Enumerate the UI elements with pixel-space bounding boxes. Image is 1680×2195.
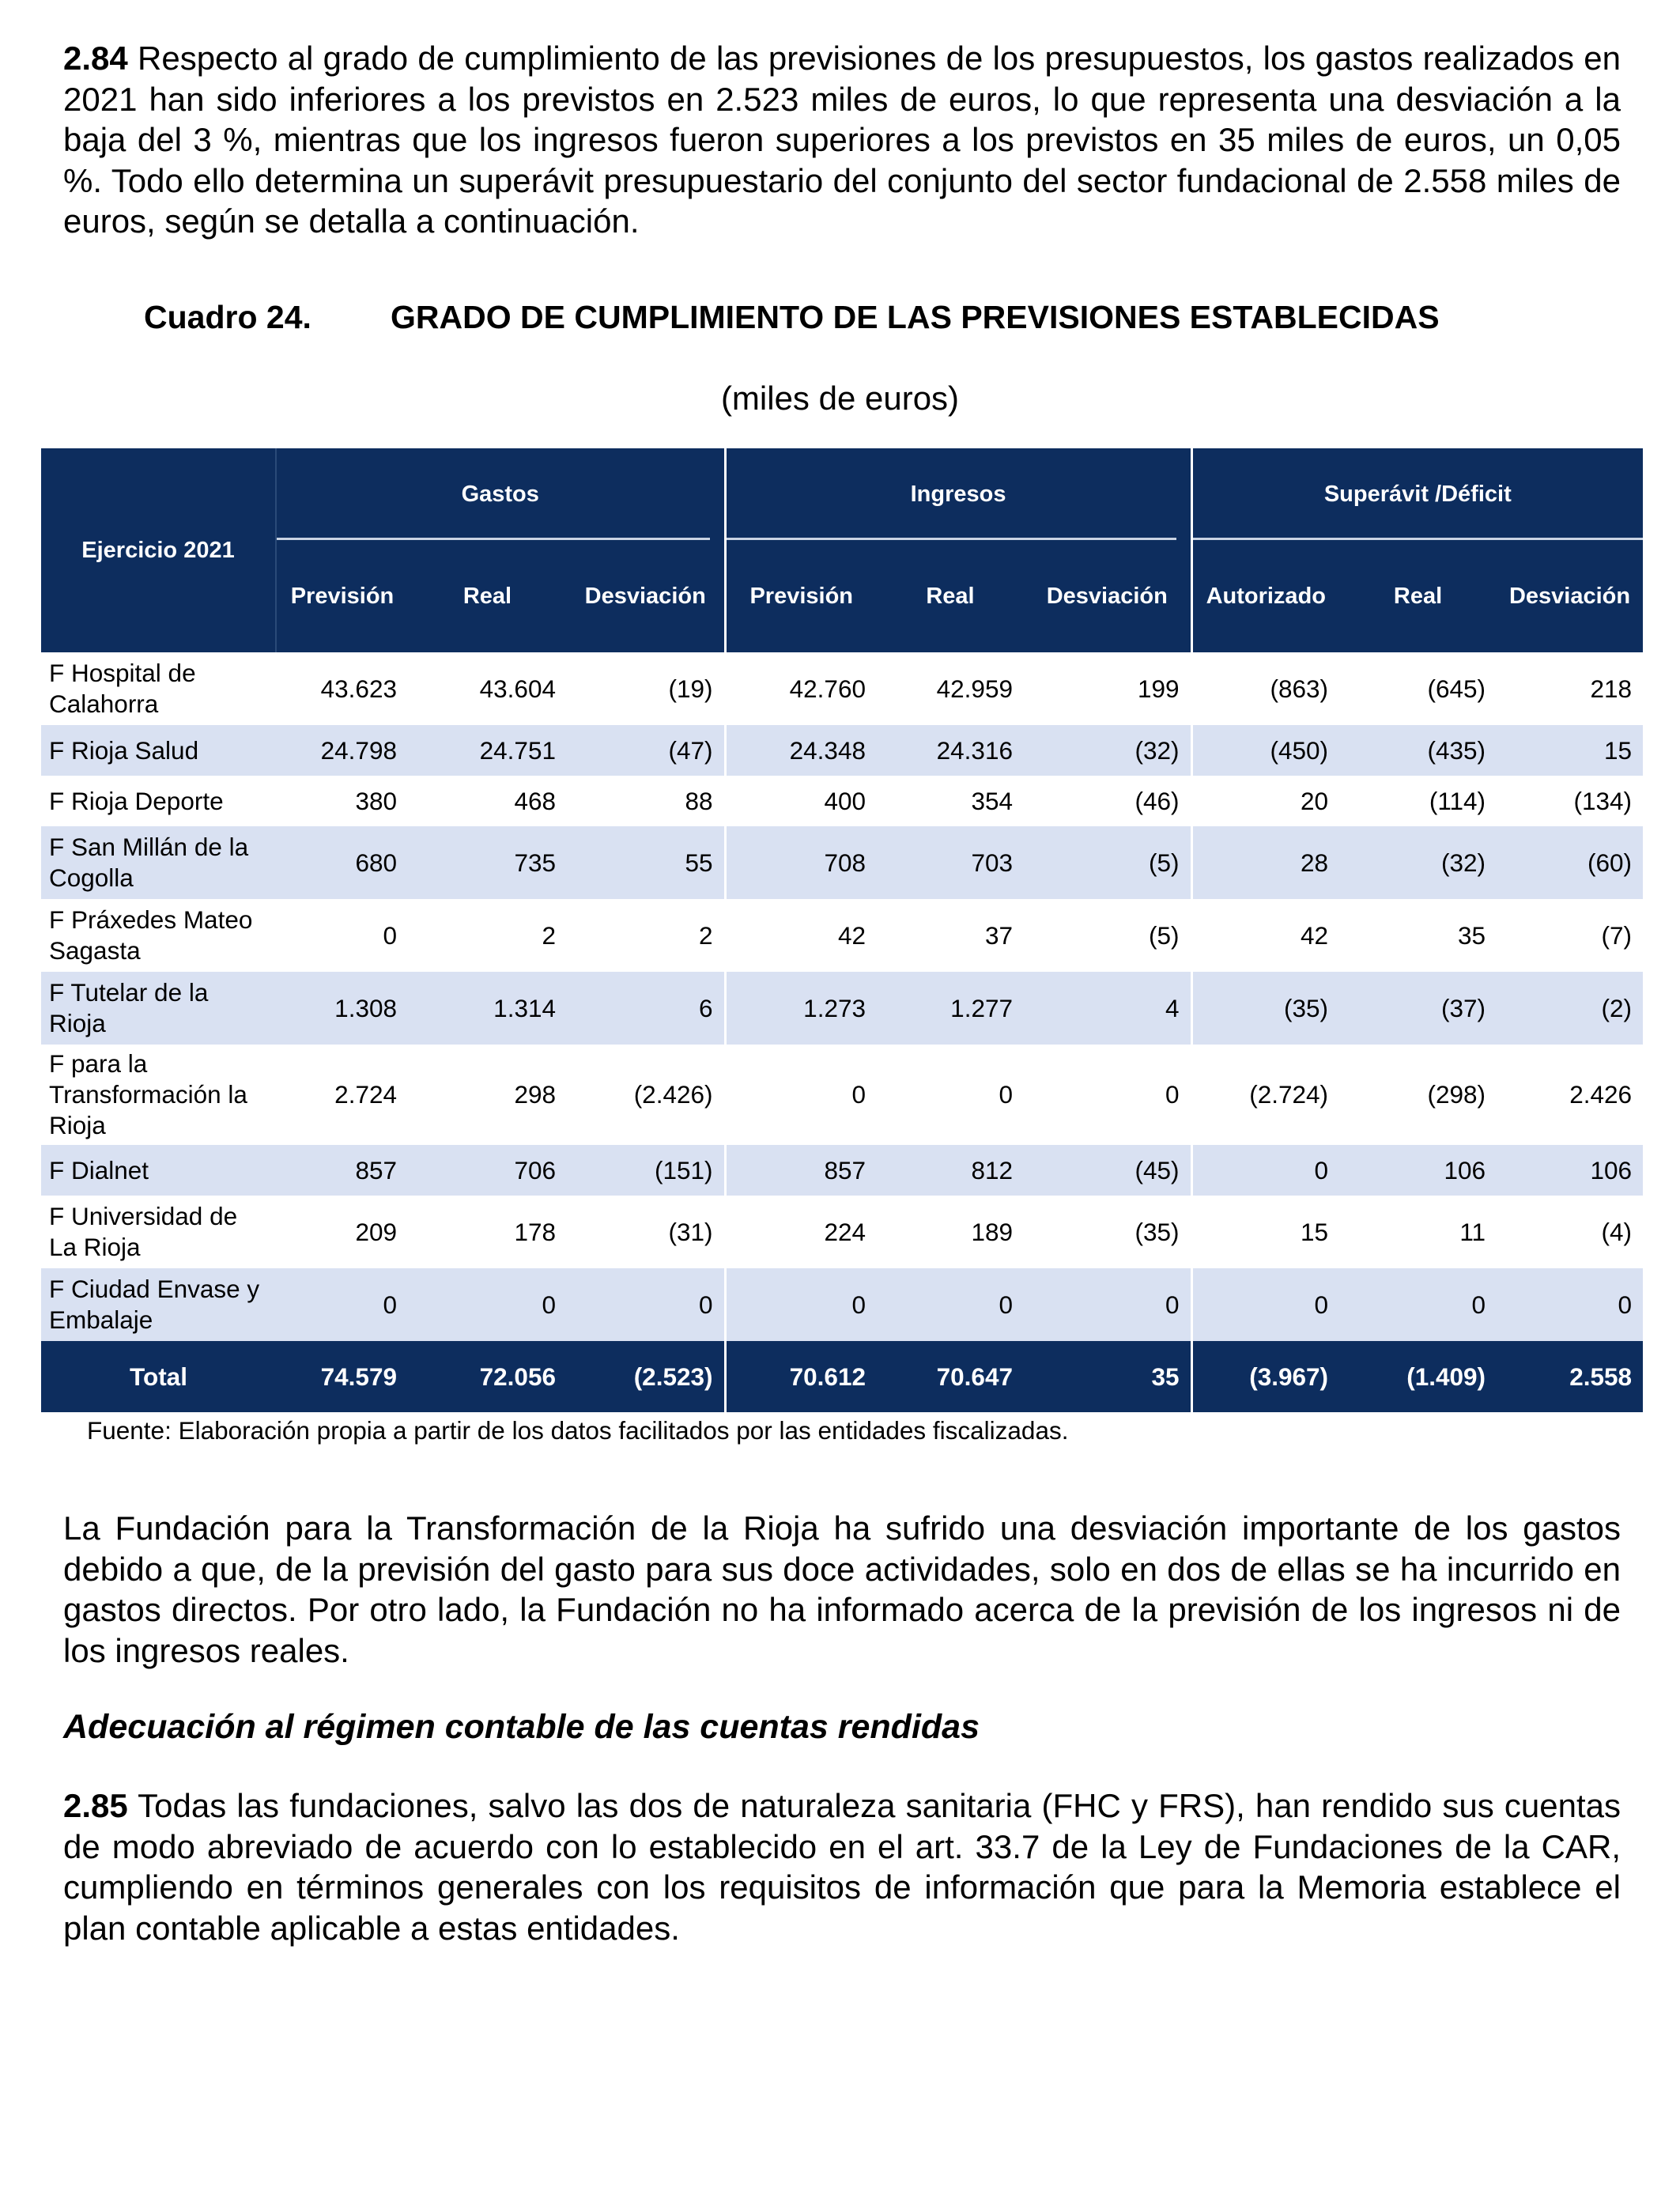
table-row <box>41 826 1643 899</box>
value-cell: 0 <box>567 1268 725 1341</box>
table-label: Cuadro 24. <box>144 299 311 335</box>
value-cell: 0 <box>999 1080 1013 1109</box>
table-row <box>41 652 1643 725</box>
value-cell: 37 <box>984 920 1013 950</box>
value-cell: 1.308 <box>276 972 408 1045</box>
value-cell: 6 <box>567 972 725 1045</box>
value-cell: 0 <box>1339 1268 1497 1341</box>
value-cell: 42.760 <box>725 652 877 725</box>
value-cell: 15 <box>1191 1196 1339 1268</box>
value-cell: 224 <box>725 1196 877 1268</box>
value-cell: 189 <box>971 1217 1013 1246</box>
value-cell: 812 <box>877 1145 1024 1196</box>
budget-compliance-table <box>41 448 1643 1412</box>
value-cell: 42 <box>725 899 877 972</box>
value-cell: 703 <box>877 826 1024 899</box>
value-cell: 0 <box>877 1268 1024 1341</box>
value-cell: (2.426) <box>633 1080 713 1109</box>
value-cell: (47) <box>567 725 725 776</box>
value-cell: 209 <box>355 1217 397 1246</box>
value-cell: 42 <box>1191 899 1339 972</box>
total-row <box>41 1341 1643 1412</box>
value-cell: 1.277 <box>877 972 1024 1045</box>
entity-name: F para la Transformación la Rioja <box>49 1049 247 1139</box>
group-label: Ingresos <box>910 481 1006 507</box>
value-cell: 380 <box>355 786 397 815</box>
value-cell: 2.426 <box>1569 1080 1633 1109</box>
value-cell: 88 <box>685 786 713 815</box>
value-cell: 400 <box>725 776 877 826</box>
value-cell: 35 <box>1457 920 1486 950</box>
value-cell: (35) <box>1191 972 1339 1045</box>
subheader: Desviación <box>1497 540 1643 652</box>
subheader: Previsión <box>725 540 877 652</box>
group-label: Gastos <box>461 481 539 507</box>
value-cell: 2 <box>698 920 713 950</box>
value-cell: 28 <box>1191 826 1339 899</box>
table-row <box>41 899 1643 972</box>
value-cell: (151) <box>567 1145 725 1196</box>
subheader: Desviación <box>567 540 725 652</box>
entity-name: F Rioja Salud <box>41 725 276 776</box>
value-cell: 24.751 <box>408 725 567 776</box>
value-cell: (5) <box>1149 920 1180 950</box>
value-cell: (5) <box>1024 826 1191 899</box>
value-cell: 0 <box>1191 1145 1339 1196</box>
value-cell: 1.314 <box>408 972 567 1045</box>
value-cell: (435) <box>1339 725 1497 776</box>
value-cell: 0 <box>1191 1268 1339 1341</box>
paragraph-text: Respecto al grado de cumplimiento de las previsiones de los presupuestos, los gastos realizados en 2021 han sido inferiores a los previstos en 2.523 miles de euros, lo que representa una desviación a la baja del 3 %, mientras que los ingresos fueron superiores a los previstos en 35 miles de euros, un 0,05 %. Todo ello determina un superávit presupuestario del conjunto del sector fundacional de 2.558 miles de euros, según se detalla a continuación. <box>63 40 1621 240</box>
paragraph-number: 2.84 <box>63 40 128 77</box>
value-cell: (31) <box>668 1217 713 1246</box>
value-cell: (298) <box>1427 1080 1486 1109</box>
value-cell: 43.604 <box>479 674 556 703</box>
value-cell: 468 <box>514 786 556 815</box>
group-label: Superávit /Déficit <box>1323 481 1512 507</box>
value-cell: 15 <box>1497 725 1643 776</box>
value-cell: 42.959 <box>936 674 1013 703</box>
value-cell: (450) <box>1191 725 1339 776</box>
value-cell: 0 <box>1024 1268 1191 1341</box>
value-cell: 24.798 <box>276 725 408 776</box>
value-cell: (35) <box>1134 1217 1180 1246</box>
entity-name: F Rioja Deporte <box>49 786 224 815</box>
value-cell: 11 <box>1459 1217 1486 1246</box>
value-cell: 680 <box>276 826 408 899</box>
value-cell: 708 <box>725 826 877 899</box>
group-header-ingresos <box>725 448 1191 540</box>
value-cell: 199 <box>1137 674 1180 703</box>
value-cell: (32) <box>1339 826 1497 899</box>
group-header-gastos <box>276 448 725 540</box>
value-cell: 4 <box>1024 972 1191 1045</box>
subheader: Real <box>1339 540 1497 652</box>
value-cell: 2 <box>542 920 556 950</box>
entity-name: F Universidad de La Rioja <box>49 1202 238 1261</box>
value-cell: 0 <box>276 1268 408 1341</box>
value-cell: 218 <box>1590 674 1633 703</box>
table-row <box>41 1145 1643 1196</box>
value-cell: 106 <box>1497 1145 1643 1196</box>
table-row <box>41 1196 1643 1268</box>
value-cell: 298 <box>514 1080 556 1109</box>
row-header: Ejercicio 2021 <box>41 448 276 652</box>
value-cell: (7) <box>1601 920 1633 950</box>
value-cell: 20 <box>1191 776 1339 826</box>
section-heading: Adecuación al régimen contable de las cuentas rendidas <box>63 1708 980 1746</box>
subheader-row <box>41 540 1643 652</box>
value-cell: 0 <box>1497 1268 1643 1341</box>
subheader: Real <box>877 540 1024 652</box>
table-row <box>41 1268 1643 1341</box>
value-cell: (134) <box>1573 786 1633 815</box>
group-header-row <box>41 448 1643 540</box>
value-cell: (60) <box>1497 826 1643 899</box>
entity-name: F Tutelar de la Rioja <box>41 972 276 1045</box>
value-cell: 0 <box>383 920 397 950</box>
entity-name: F Hospital de Calahorra <box>49 659 196 718</box>
value-cell: 106 <box>1339 1145 1497 1196</box>
value-cell: 24.316 <box>877 725 1024 776</box>
paragraph-2-85 <box>63 1785 1621 1948</box>
value-cell: 2.558 <box>1497 1341 1643 1412</box>
value-cell: 70.612 <box>725 1341 877 1412</box>
value-cell: (45) <box>1024 1145 1191 1196</box>
entity-name: Total <box>41 1341 276 1412</box>
value-cell: (2.724) <box>1191 1045 1339 1145</box>
value-cell: 2.724 <box>334 1080 397 1109</box>
value-cell: (2) <box>1497 972 1643 1045</box>
value-cell: 74.579 <box>276 1341 408 1412</box>
value-cell: 0 <box>725 1045 877 1145</box>
entity-name: F Práxedes Mateo Sagasta <box>49 905 253 965</box>
subheader: Desviación <box>1024 540 1191 652</box>
subheader: Autorizado <box>1191 540 1339 652</box>
value-cell: (37) <box>1339 972 1497 1045</box>
value-cell: (114) <box>1429 786 1486 815</box>
value-cell: 0 <box>1165 1080 1180 1109</box>
entity-name: F Dialnet <box>41 1145 276 1196</box>
value-cell: 55 <box>567 826 725 899</box>
value-cell: 354 <box>971 786 1013 815</box>
table-row <box>41 1045 1643 1145</box>
value-cell: 1.273 <box>725 972 877 1045</box>
table-row <box>41 972 1643 1045</box>
paragraph-transformacion: La Fundación para la Transformación de la Rioja ha sufrido una desviación importante de los gastos debido a que, de la previsión del gasto para sus doce actividades, solo en dos de ellas se ha incurrido en gastos directos. Por otro lado, la Fundación no ha informado acerca de la previsión de los ingresos ni de los ingresos reales. <box>63 1509 1621 1669</box>
value-cell: 706 <box>408 1145 567 1196</box>
paragraph-text: Todas las fundaciones, salvo las dos de naturaleza sanitaria (FHC y FRS), han rendido sus cuentas de modo abreviado de acuerdo con lo establecido en el art. 33.7 de la Ley de Fundaciones de la CAR, cumpliendo en términos generales con los requisitos de información que para la Memoria establece el plan contable aplicable a estas entidades. <box>63 1787 1621 1947</box>
value-cell: 24.348 <box>725 725 877 776</box>
value-cell: 35 <box>1024 1341 1191 1412</box>
table-unit: (miles de euros) <box>720 380 960 417</box>
value-cell: (19) <box>668 674 713 703</box>
entity-name: F San Millán de la Cogolla <box>41 826 276 899</box>
value-cell: (1.409) <box>1339 1341 1497 1412</box>
value-cell: 70.647 <box>877 1341 1024 1412</box>
entity-name: F Ciudad Envase y Embalaje <box>41 1268 276 1341</box>
paragraph-2-84 <box>63 38 1621 242</box>
paragraph-number: 2.85 <box>63 1787 128 1824</box>
value-cell: (46) <box>1134 786 1180 815</box>
value-cell: 0 <box>408 1268 567 1341</box>
value-cell: (4) <box>1601 1217 1633 1246</box>
subheader: Real <box>408 540 567 652</box>
group-header-superavit <box>1191 448 1643 540</box>
value-cell: 72.056 <box>408 1341 567 1412</box>
value-cell: 857 <box>725 1145 877 1196</box>
value-cell: (2.523) <box>567 1341 725 1412</box>
table-caption: GRADO DE CUMPLIMIENTO DE LAS PREVISIONES ESTABLECIDAS <box>391 299 1440 335</box>
value-cell: (32) <box>1024 725 1191 776</box>
source-note: Fuente: Elaboración propia a partir de los datos facilitados por las entidades fiscalizadas. <box>87 1416 1069 1445</box>
value-cell: (3.967) <box>1191 1341 1339 1412</box>
value-cell: 735 <box>408 826 567 899</box>
subheader: Previsión <box>276 540 408 652</box>
value-cell: 0 <box>725 1268 877 1341</box>
value-cell: 43.623 <box>320 674 397 703</box>
value-cell: (863) <box>1191 652 1339 725</box>
value-cell: 857 <box>276 1145 408 1196</box>
value-cell: (645) <box>1427 674 1486 703</box>
table-row <box>41 725 1643 776</box>
table-row <box>41 776 1643 826</box>
value-cell: 178 <box>514 1217 556 1246</box>
